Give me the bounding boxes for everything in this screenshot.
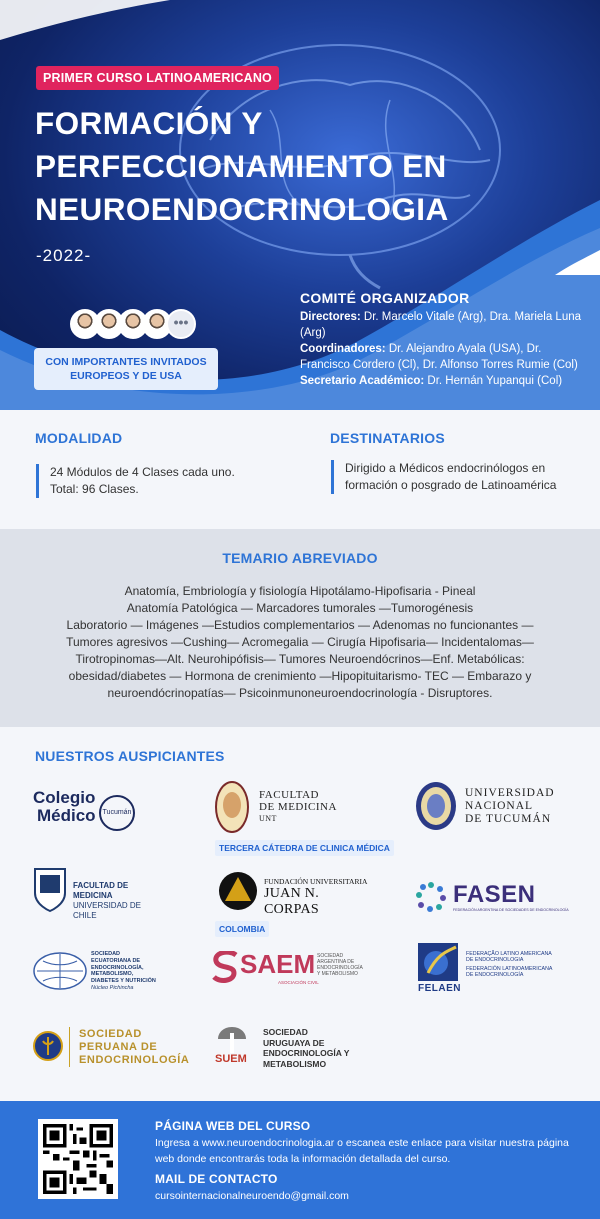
guests-badge (34, 348, 218, 390)
fasen-sub: FEDERACIÓN ARGENTINA DE SOCIEDADES DE ENDOCRINOLOGÍA (453, 908, 569, 912)
suem-abbr: SUEM (215, 1053, 247, 1065)
unt-logo (415, 781, 565, 835)
qr-code-icon (43, 1124, 113, 1194)
unt-chair-chip: TERCERA CÁTEDRA DE CLINICA MÉDICA (215, 840, 394, 856)
temario-line: Laboratorio — Imágenes —Estudios complementarios — Adenomas no funcionantes — (66, 618, 534, 632)
fasen-name: FASEN (453, 881, 536, 908)
suem-logo (215, 1025, 375, 1071)
destinatarios-text: Dirigido a Médicos endocrinólogos en formación o posgrado de Latinoamérica (331, 460, 571, 494)
unt-line: DE TUCUMÁN (465, 813, 552, 825)
destinatarios-title: DESTINATARIOS (330, 430, 445, 446)
corpas-country-chip: COLOMBIA (215, 921, 269, 937)
saem-logo (212, 951, 362, 995)
unt-med-line: DE MEDICINA (259, 801, 337, 813)
saem-s-icon (212, 951, 238, 983)
guests-line: EUROPEOS Y DE USA (70, 370, 182, 382)
felaen-line: FEDERAÇÃO LATINO AMERICANA (466, 951, 552, 957)
ecuador-line: SOCIEDAD (91, 951, 121, 957)
committee-directors (300, 309, 590, 341)
fasen-logo (415, 881, 569, 917)
unt-line: UNIVERSIDAD (465, 787, 555, 799)
peru-divider (69, 1027, 70, 1067)
temario-line: Tirotropinomas—Alt. Neurohipófisis— Tumores Neuroendócrinos—Enf. Metabólicas: (75, 652, 525, 666)
secretary-name: Dr. Hernán Yupanqui (Col) (424, 375, 563, 387)
ecuador-globe-icon (33, 951, 87, 991)
course-year: -2022- (36, 246, 92, 265)
suem-emblem-icon (215, 1025, 249, 1053)
modalidad-text: 24 Módulos de 4 Clases cada uno. Total: 96 Clases. (36, 464, 236, 498)
uchile-line: FACULTAD DE MEDICINA (73, 881, 129, 900)
felaen-logo (418, 943, 568, 999)
web-text: Ingresa a www.neuroendocrinologia.ar o escanea este enlace para visitar nuestra página web donde encontrarás toda la información detallada del curso. (155, 1137, 569, 1165)
uchile-line: UNIVERSIDAD DE CHILE (73, 901, 142, 920)
temario-line: obesidad/diabetes — Hormona de crenimiento —Hipopituitarismo- TEC — Embarazo y (68, 669, 532, 683)
temario-line: neuroendócrinopatías— Psicoinmunoneuroendocrinología - Disruptores. (107, 686, 493, 700)
unt-med-line: UNT (259, 814, 277, 823)
course-title (35, 102, 505, 231)
saem-line: ARGENTINA DE (317, 959, 355, 965)
colegio-medico-logo (33, 789, 143, 829)
corpas-logo (218, 871, 368, 917)
temario-line: Anatomía Patológica — Marcadores tumorales —Tumorogénesis (126, 601, 474, 615)
temario-title: TEMARIO ABREVIADO (222, 550, 378, 566)
saem-line: ENDOCRINOLOGÍA (317, 965, 363, 971)
uchile-medicina-logo (33, 863, 158, 920)
felaen-line: DE ENDOCRINOLOGÍA (466, 972, 524, 979)
mail-title: MAIL DE CONTACTO (155, 1172, 278, 1186)
unt-shield-icon (215, 781, 249, 833)
committee-coordinators (300, 341, 590, 373)
corpas-line: JUAN N. CORPAS (264, 886, 319, 917)
committee-title: COMITÉ ORGANIZADOR (300, 290, 470, 306)
ecuador-line: DIABETES Y NUTRICIÓN (91, 978, 156, 985)
peru-line: ENDOCRINOLOGÍA (79, 1054, 190, 1066)
corpas-emblem-icon (218, 871, 258, 911)
facultad-medicina-unt-logo (215, 781, 345, 835)
unt-med-line: FACULTAD (259, 789, 319, 801)
more-avatars-icon: ••• (166, 309, 196, 339)
felaen-line: DE ENDOCRINOLOGIA (466, 957, 524, 964)
title-line: NEUROENDOCRINOLOGIA (35, 191, 449, 227)
modalidad-title: MODALIDAD (35, 430, 123, 446)
committee-secretary (300, 373, 590, 389)
footer (0, 1101, 600, 1219)
ecuador-line: METABOLISMO, (91, 971, 134, 978)
saem-tag: ASOCIACIÓN CIVIL (278, 980, 319, 985)
colegio-badge: Tucumán (99, 795, 135, 831)
felaen-line: FEDERACIÓN LATINOAMERICANA (466, 965, 553, 972)
saem-name: SAEM (240, 949, 316, 979)
uchile-shield-icon (33, 863, 67, 913)
colegio-line: Colegio (33, 788, 96, 807)
suem-line: URUGUAYA DE (263, 1037, 325, 1048)
suem-line: SOCIEDAD (263, 1027, 308, 1037)
mail-link[interactable]: cursointernacionalneuroendo@gmail.com (155, 1190, 349, 1202)
ecuador-line: ENDOCRINOLOGÍA, (91, 964, 144, 971)
sponsors-title: NUESTROS AUSPICIANTES (35, 748, 225, 764)
unt-line: NACIONAL (465, 800, 534, 812)
suem-line: ENDOCRINOLOGÍA Y (263, 1048, 350, 1058)
peru-line: SOCIEDAD (79, 1028, 142, 1040)
temario-section (0, 529, 600, 727)
temario-text (30, 583, 570, 702)
unt-seal-icon (415, 781, 457, 831)
hero-banner (0, 0, 600, 410)
info-section (0, 410, 600, 525)
directors-label: Directores: (300, 311, 361, 323)
directors-names: Dr. Marcelo Vitale (Arg), Dra. Mariela Luna (Arg) (300, 311, 582, 339)
felaen-globe-icon (418, 943, 458, 981)
temario-line: Anatomía, Embriología y fisiología Hipotálamo-Hipofisaria - Pineal (124, 584, 476, 598)
ecuador-line: Núcleo Pichincha (91, 984, 134, 991)
felaen-name: FELAEN (418, 983, 461, 994)
sponsors-section (0, 731, 600, 1101)
saem-line: Y METABOLISMO (317, 971, 358, 977)
coordinators-label: Coordinadores: (300, 343, 386, 355)
fasen-dots-icon (415, 881, 447, 913)
corpas-line: FUNDACIÓN UNIVERSITARIA (264, 877, 368, 886)
secretary-label: Secretario Académico: (300, 375, 425, 387)
ecuador-society-logo (33, 949, 163, 993)
temario-line: Tumores agresivos —Cushing— Acromegalia — Cirugía Hipofisaria— Incidentalomas— (66, 635, 534, 649)
peru-emblem-icon (33, 1031, 63, 1061)
guests-line: CON IMPORTANTES INVITADOS (45, 356, 207, 368)
coordinators-names: Dr. Alejandro Ayala (USA), Dr. Francisco Cordero (Cl), Dr. Alfonso Torres Rumie (Col) (300, 343, 578, 371)
ecuador-line: ECUATORIANA DE (91, 957, 141, 964)
title-line: PERFECCIONAMIENTO EN (35, 148, 447, 184)
suem-line: METABOLISMO (263, 1058, 327, 1069)
colegio-line: Médico (37, 806, 96, 825)
course-tag: PRIMER CURSO LATINOAMERICANO (36, 66, 279, 90)
saem-line: SOCIEDAD (317, 953, 344, 959)
peru-society-logo (33, 1027, 190, 1071)
title-line: FORMACIÓN Y (35, 105, 263, 141)
web-title: PÁGINA WEB DEL CURSO (155, 1119, 311, 1133)
organizing-committee (300, 290, 590, 389)
qr-code[interactable] (38, 1119, 118, 1199)
peru-line: PERUANA DE (79, 1041, 158, 1053)
